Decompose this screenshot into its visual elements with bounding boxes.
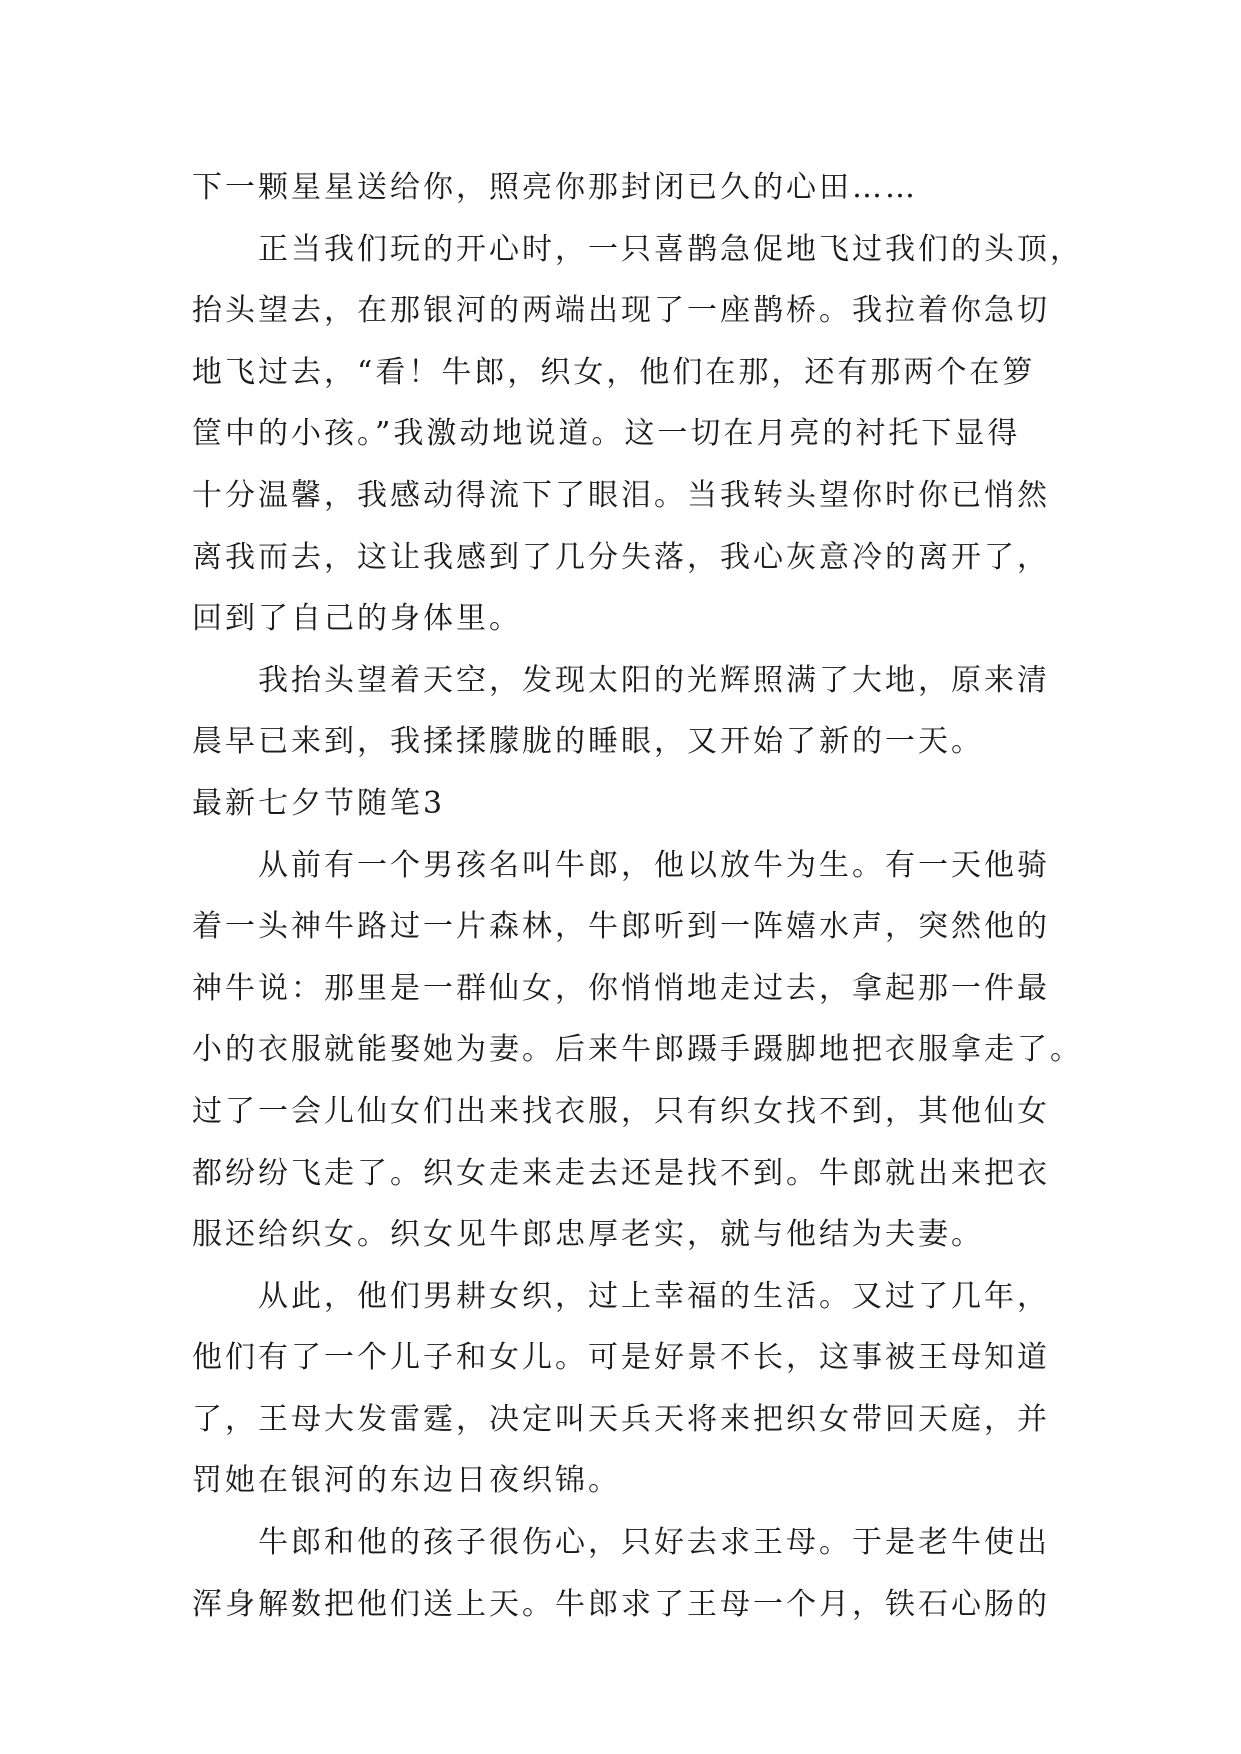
text-line: 从此，他们男耕女织，过上幸福的生活。又过了几年， — [258, 1278, 1050, 1314]
text-line: 抬头望去，在那银河的两端出现了一座鹊桥。我拉着你急切 — [192, 293, 1050, 329]
text-line: 晨早已来到，我揉揉朦胧的睡眼，又开始了新的一天。 — [192, 724, 984, 760]
text-line: 浑身解数把他们送上天。牛郎求了王母一个月，铁石心肠的 — [192, 1586, 1050, 1622]
text-line: 罚她在银河的东边日夜织锦。 — [192, 1463, 621, 1499]
text-line: 从前有一个男孩名叫牛郎，他以放牛为生。有一天他骑 — [258, 847, 1050, 883]
text-line: 他们有了一个儿子和女儿。可是好景不长，这事被王母知道 — [192, 1340, 1050, 1376]
text-line: 离我而去，这让我感到了几分失落，我心灰意冷的离开了， — [192, 539, 1050, 575]
text-line: 牛郎和他的孩子很伤心，只好去求王母。于是老牛使出 — [258, 1525, 1050, 1561]
text-line: 地飞过去，“看！牛郎，织女，他们在那，还有那两个在箩 — [192, 354, 1036, 390]
text-line: 回到了自己的身体里。 — [192, 601, 522, 637]
text-line: 着一头神牛路过一片森林，牛郎听到一阵嬉水声，突然他的 — [192, 909, 1050, 945]
text-line: 了，王母大发雷霆，决定叫天兵天将来把织女带回天庭，并 — [192, 1401, 1050, 1437]
document-body — [192, 157, 1092, 1635]
text-line: 最新七夕节随笔3 — [192, 785, 446, 821]
text-line: 神牛说：那里是一群仙女，你悄悄地走过去，拿起那一件最 — [192, 970, 1050, 1006]
text-line: 我抬头望着天空，发现太阳的光辉照满了大地，原来清 — [258, 662, 1050, 698]
text-line: 小的衣服就能娶她为妻。后来牛郎蹑手蹑脚地把衣服拿走了。 — [192, 1032, 1083, 1068]
text-line: 下一颗星星送给你，照亮你那封闭已久的心田…… — [192, 170, 918, 205]
text-line: 服还给织女。织女见牛郎忠厚老实，就与他结为夫妻。 — [192, 1217, 984, 1253]
text-line: 十分温馨，我感动得流下了眼泪。当我转头望你时你已悄然 — [192, 477, 1050, 513]
text-line: 过了一会儿仙女们出来找衣服，只有织女找不到，其他仙女 — [192, 1093, 1050, 1129]
text-line: 正当我们玩的开心时，一只喜鹊急促地飞过我们的头顶， — [258, 231, 1083, 267]
text-line: 都纷纷飞走了。织女走来走去还是找不到。牛郎就出来把衣 — [192, 1155, 1050, 1191]
text-line: 筐中的小孩。”我激动地说道。这一切在月亮的衬托下显得 — [192, 416, 1021, 452]
